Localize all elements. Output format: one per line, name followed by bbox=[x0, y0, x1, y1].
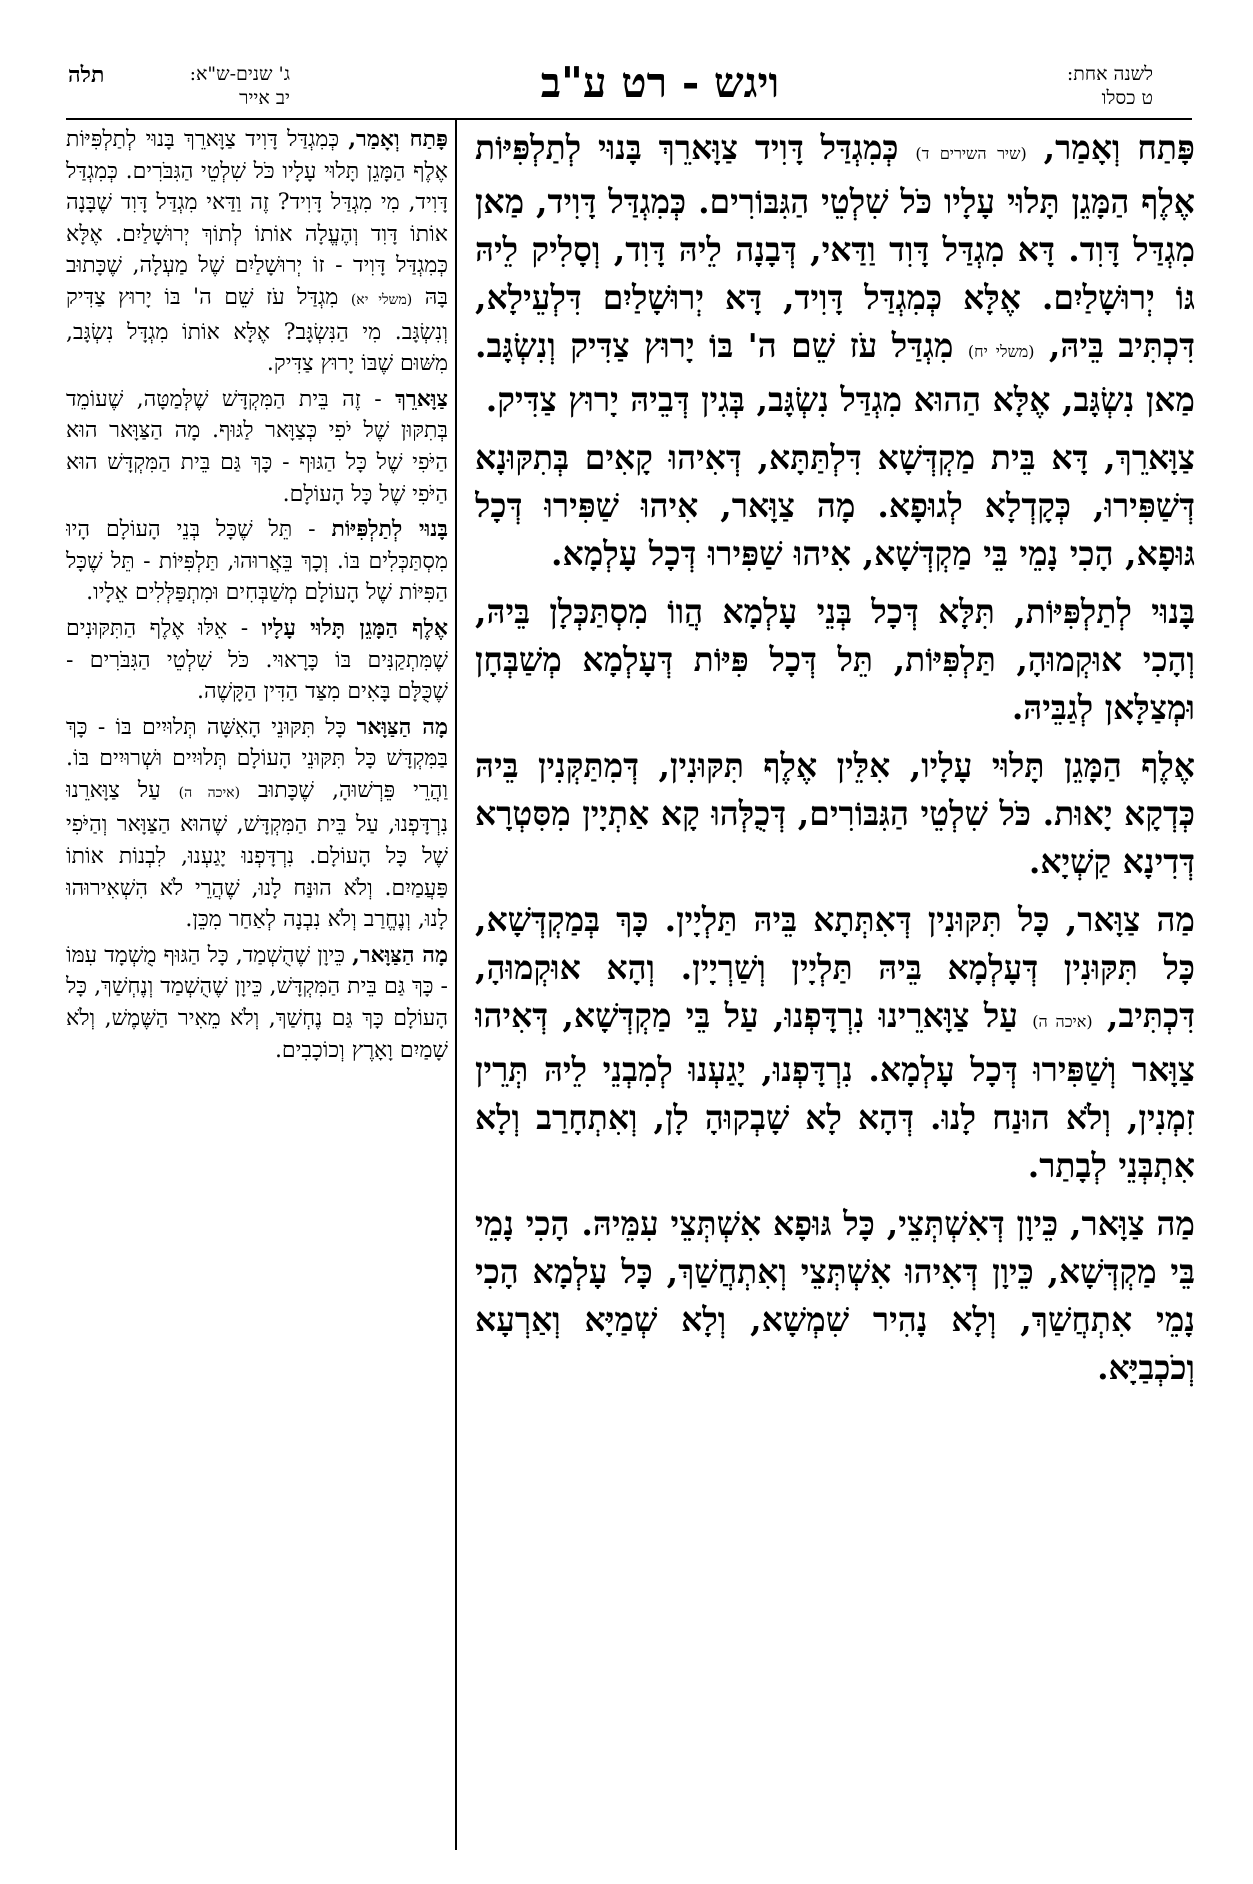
comm-p6-text: כֵּיוָן שֶׁהֻשְׁמַד, כָּל הַגּוּף מֻשְׁמָד עִמּוֹ - כָּךְ גַּם בֵּית הַמִּקְדָּשׁ, כֵּיוָן שֶׁהֻשְׁמַד וְנֶחְשַׁךְ, כָּל הָעוֹלָם כָּךְ גַּם נֶחְשַׁךְ, וְלֹא מֵאִיר הַשֶּׁמֶשׁ, וְלֹא שָׁמַיִם וָאָרֶץ וְכוֹכָבִים. bbox=[66, 942, 448, 1063]
main-paragraph-4 bbox=[475, 742, 1195, 886]
comm-p2-lead: צַוָּארֵךְ bbox=[395, 385, 448, 412]
column-divider bbox=[455, 120, 457, 1850]
comm-p1-text-2: מִגְדַּל עֹז שֵׁם ה' בּוֹ יָרוּץ צַדִּיק וְנִשְׂגָּב. מִי הַנִּשְׂגָּב? אֶלָּא אוֹתוֹ מִגְדָּל נִשְׂגָּב, מִשּׁוּם שֶׁבּוֹ יָרוּץ צַדִּיק. bbox=[66, 284, 448, 377]
comm-p5-text-2: עַל צַוָּארֵנוּ נִרְדָּפְנוּ, עַל בֵּית הַמִּקְדָּשׁ, שֶׁהוּא הַצַּוָּאר וְהַיֹּפִי שֶׁל כָּל הָעוֹלָם. נִרְדָּפְנוּ יָגַעְנוּ, לִבְנוֹת אוֹתוֹ פַּעֲמַיִם. וְלֹא הוּנַּח לָנוּ, שֶׁהֲרֵי לֹא הִשְׁאִירוּהוּ לָנוּ, וְנֶחֱרַב וְלֹא נִבְנָה לְאַחַר מִכֵּן. bbox=[66, 777, 448, 933]
main-p5-citation: (איכה ה) bbox=[1032, 1012, 1093, 1031]
comm-p3-text: - תֵּל שֶׁכָּל בְּנֵי הָעוֹלָם הָיוּ מִסְתַּכְּלִים בּוֹ. וְכָךְ בֵּאֲרוּהוּ, תַּלְפִּיּוֹת - תֵּל שֶׁכָּל הַפִּיּוֹת שֶׁל הָעוֹלָם מְשַׁבְּחִים וּמִתְפַּלְּלִים אֵלָיו. bbox=[66, 517, 448, 606]
comm-p2-text: - זֶה בֵּית הַמִּקְדָּשׁ שֶׁלְּמַטָּה, שֶׁעוֹמֵד בְּתִקּוּן שֶׁל יֹפִי כְּצַוָּאר לַגּוּף. מָה הַצַּוָּאר הוּא הַיֹּפִי שֶׁל כָּל הַגּוּף - כָּךְ גַּם בֵּית הַמִּקְדָּשׁ הוּא הַיֹּפִי שֶׁל כָּל הָעוֹלָם. bbox=[66, 386, 448, 507]
main-p5-text-1: כָּל תִּקּוּנִין דְּאִתְּתָא בֵּיהּ תַּלְיָין. כָּךְ בְּמַקְדְּשָׁא, כָּל תִּקּוּנִין דְּעָלְמָא בֵּיהּ תַּלְיָין וְשַׁרְיָין. וְהָא אוּקְמוּהָ, דִּכְתִּיב, bbox=[475, 900, 1195, 1035]
main-p3-text: תִּלָּא דְּכָל בְּנֵי עָלְמָא הֲווֹ מִסְתַּכְּלָן בֵּיהּ, וְהָכִי אוּקְמוּהָ, תַּלְפִּיּוֹת, תֵּל דְּכָל פִּיּוֹת דְּעָלְמָא מְשַׁבְּחָן וּמְצַלָּאן לְגַבֵּיהּ. bbox=[475, 592, 1195, 727]
main-p5-text-2: עַל צַוָּארֵינוּ נִרְדָּפְנוּ, עַל בֵּי מַקְדְּשָׁא, דְּאִיהוּ צַוָּאר וְשַׁפִּירוּ דְּכָל עָלְמָא. נִרְדָּפְנוּ, יָגַעְנוּ לְמִבְנֵי לֵיהּ תְּרֵין זִמְנִין, וְלֹא הוּנַח לָנוּ. דְּהָא לָא שָׁבְקוּהָ לָן, וְאִתְחָרַב וְלָא אִתְבְּנֵי לְבָתַר. bbox=[475, 996, 1195, 1185]
main-p2-text: דָּא בֵּית מַקְדְּשָׁא דִּלְתַּתָּא, דְּאִיהוּ קָאִים בְּתִקּוּנָא דְּשַׁפִּירוּ, כְּקָדְלָא לְגוּפָא. מָה צַוָּאר, אִיהוּ שַׁפִּירוּ דְּכָל גּוּפָא, הָכִי נָמֵי בֵּי מַקְדְּשָׁא, אִיהוּ שַׁפִּירוּ דְּכָל עָלְמָא. bbox=[475, 438, 1195, 573]
comm-p1-citation: (משלי יא) bbox=[350, 291, 413, 308]
comm-p5-text: כָּל תִּקּוּנֵי הָאִשָּׁה תְּלוּיִים בּוֹ - כָּךְ בַּמִּקְדָּשׁ כָּל תִּקּוּנֵי הָעוֹלָם תְּלוּיִים וּשְׁרוּיִים בּוֹ. וַהֲרֵי פֵּרְשׁוּהָ, שֶׁכָּתוּב bbox=[66, 714, 448, 803]
main-paragraph-2 bbox=[475, 434, 1195, 578]
main-paragraph-6 bbox=[475, 1200, 1195, 1392]
header-left-line1: ג' שנים-ש"א: bbox=[189, 63, 290, 85]
comm-p1-lead: פָּתַח וְאָמַר, bbox=[348, 126, 448, 152]
main-paragraph-3 bbox=[475, 588, 1195, 732]
header-left-line2: יב אייר bbox=[239, 87, 290, 109]
comm-p5-lead: מָה הַצַּוָּאר bbox=[356, 713, 448, 740]
comm-p5-citation: (איכה ה) bbox=[178, 784, 241, 801]
main-p1-citation-2: (משלי יח) bbox=[967, 342, 1035, 361]
comm-p1-text: כְּמִגְדַּל דָּוִיד צַוָּארֵךְ בָּנוּי לְתַלְפִּיּוֹת אֶלֶף הַמָּגֵן תָּלוּי עָלָיו כֹּל שִׁלְטֵי הַגִּבֹּרִים. כְּמִגְדַּל דָּוִיד, מִי מִגְדַּל דָּוִיד? זֶה וַדַּאי מִגְדַּל דָּוִד שֶׁבָּנָה אוֹתוֹ דָּוִד וְהֶעֱלָה אוֹתוֹ לְתוֹךְ יְרוּשָׁלַיִם. אֶלָּא כְּמִגְדַּל דָּוִיד - זוֹ יְרוּשָׁלַיִם שֶׁל מַעְלָה, שֶׁכָּתוּב בָּהּ bbox=[66, 127, 448, 310]
page-title: ויגש - רט ע"ב bbox=[540, 58, 780, 107]
comm-p3-lead: בָּנוּי לְתַלְפִּיּוֹת bbox=[331, 516, 448, 543]
main-paragraph-5 bbox=[475, 896, 1195, 1190]
commentary-column bbox=[66, 124, 448, 1844]
main-p1-lead: פָּתַח וְאָמַר, bbox=[1043, 128, 1195, 167]
page-number: תלה bbox=[68, 62, 105, 88]
header-divider bbox=[66, 118, 1192, 120]
comm-paragraph-4 bbox=[66, 613, 448, 708]
comm-paragraph-3 bbox=[66, 514, 448, 609]
comm-p4-text: - אֵלּוּ אֶלֶף הַתִּקּוּנִים שֶׁמִּתְקַנִּים בּוֹ כָּרָאוּי. כֹּל שִׁלְטֵי הַגִּבֹּרִים - שֶׁכֻּלָּם בָּאִים מִצַּד הַדִּין הַקָּשֶׁה. bbox=[66, 615, 448, 705]
header-right-line2: ט כסלו bbox=[1101, 87, 1153, 109]
comm-p4-lead: אֶלֶף הַמָּגֵן תָּלוּי עָלָיו bbox=[261, 614, 448, 641]
main-p6-lead: מַה צַוָּאר, bbox=[1070, 1204, 1195, 1243]
main-p4-text: אִלֵּין אֶלֶף תִּקּוּנִין, דְּמִתַּקְּנִין בֵּיהּ כְּדְקָא יָאוּת. כֹּל שִׁלְטֵי הַגִּבּוֹרִים, דְּכֻלְּהוּ קָא אַתְיָין מִסִּטְרָא דְּדִינָא קַשְׁיָא. bbox=[475, 746, 1195, 881]
main-p5-lead: מַה צַוָּאר, bbox=[1065, 900, 1195, 939]
main-p1-citation-1: (שיר השירים ד) bbox=[915, 144, 1027, 163]
main-p4-lead: אֶלֶף הַמָּגֵן תָּלוּי עָלָיו, bbox=[909, 746, 1195, 785]
comm-paragraph-2 bbox=[66, 384, 448, 510]
header-right-line1: לשנה אחת: bbox=[1066, 63, 1153, 85]
main-p2-lead: צַוָּארֵךְ, bbox=[1104, 438, 1195, 477]
main-p1-text-2: מִגְדַּל עֹז שֵׁם ה' בּוֹ יָרוּץ צַדִּיק וְנִשְׂגָּב. מַאן נִשְׂגָּב, אֶלָּא הַהוּא מִגְדַּל נִשְׂגָּב, בְּגִין דְּבֵיהּ יָרוּץ צַדִּיק. bbox=[475, 326, 1195, 419]
main-paragraph-1 bbox=[475, 124, 1195, 424]
comm-paragraph-5 bbox=[66, 712, 448, 936]
main-p3-lead: בָּנוּי לְתַלְפִּיּוֹת, bbox=[1014, 592, 1195, 631]
comm-paragraph-6 bbox=[66, 940, 448, 1066]
main-p6-text: כֵּיוָן דְּאִשְׁתְּצֵי, כָּל גּוּפָא אִשְׁתְּצֵי עִמֵּיהּ. הָכִי נָמֵי בֵּי מַקְדְּשָׁא, כֵּיוָן דְּאִיהוּ אִשְׁתְּצֵי וְאִתְחֲשַׁךְ, כָּל עָלְמָא הָכִי נָמֵי אִתְחֲשַׁךְ, וְלָא נָהִיר שִׁמְשָׁא, וְלָא שְׁמַיָּא וְאַרְעָא וְכֹכְבַיָּא. bbox=[475, 1204, 1195, 1387]
comm-paragraph-1 bbox=[66, 124, 448, 380]
main-p1-text-1: כְּמִגְדַּל דָּוִיד צַוָּארֵךְ בָּנוּי לְתַלְפִּיּוֹת אֶלֶף הַמָּגֵן תָּלוּי עָלָיו כֹּל שִׁלְטֵי הַגִּבּוֹרִים. כְּמִגְדַּל דָּוִיד, מַאן מִגְדַּל דָּוִד. דָּא מִגְדַּל דָּוִד וַדַּאי, דְּבָנָה לֵיהּ דָּוִד, וְסָלִיק לֵיהּ גּוֹ יְרוּשָׁלַיִם. אֶלָּא כְּמִגְדַּל דָּוִיד, דָּא יְרוּשָׁלַיִם דִּלְעֵילָא, דִּכְתִּיב בֵּיהּ, bbox=[475, 128, 1195, 365]
comm-p6-lead: מָה הַצַּוָּאר, bbox=[352, 941, 448, 968]
main-text-column bbox=[475, 124, 1195, 1844]
